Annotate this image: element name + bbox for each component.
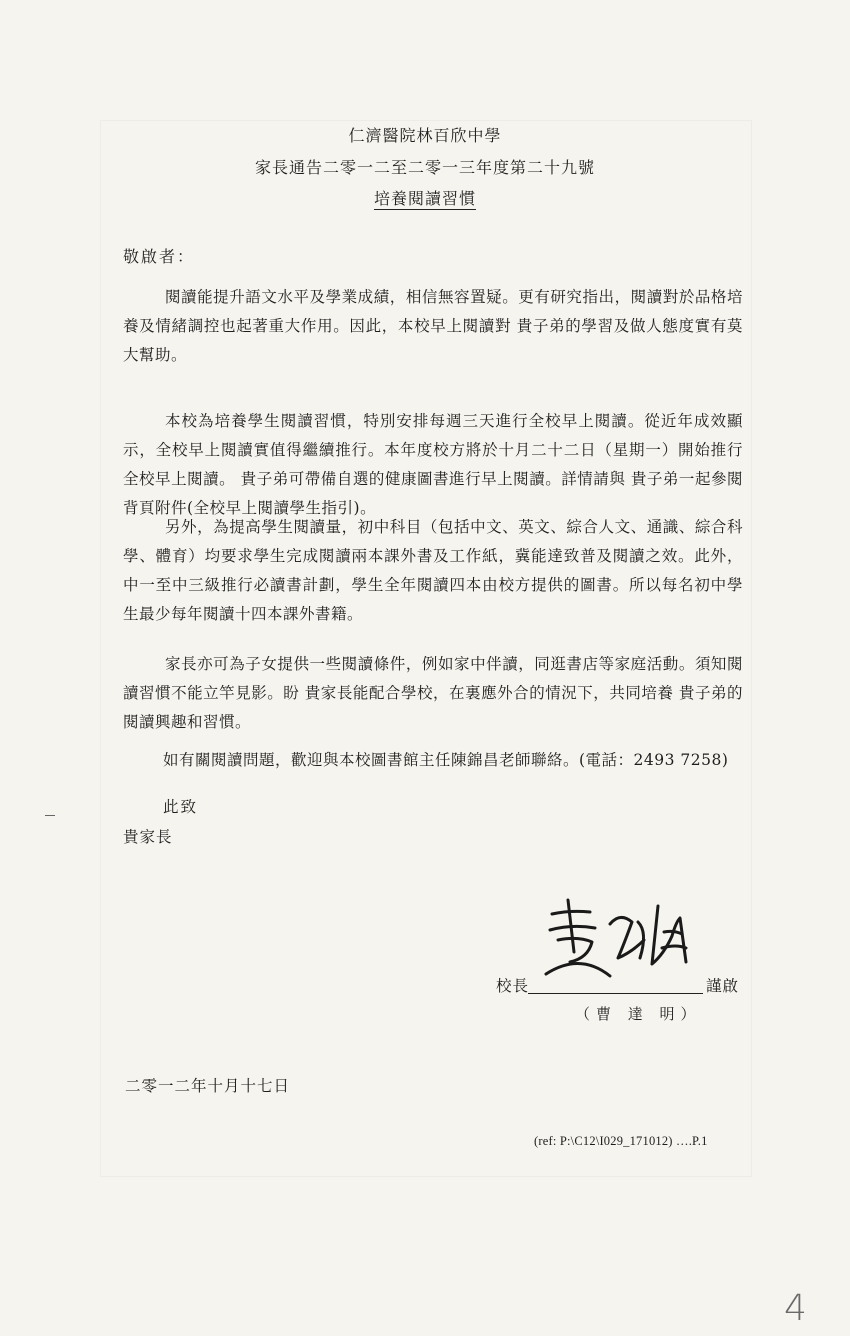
principal-name: （曹 達 明） xyxy=(575,1005,702,1023)
notice-number: 家長通告二零一二至二零一三年度第二十九號 xyxy=(254,158,595,177)
closing-line-2: 貴家長 xyxy=(123,828,173,846)
school-name: 仁濟醫院林百欣中學 xyxy=(348,126,502,145)
reference-code: (ref: P:\C12\I029_171012) ….P.1 xyxy=(534,1134,708,1148)
closing-line-1: 此致 xyxy=(163,798,199,816)
principal-signature xyxy=(540,892,720,992)
issue-date: 二零一二年十月十七日 xyxy=(125,1077,291,1095)
salutation: 敬啟者： xyxy=(123,247,196,266)
notice-subject-text: 培養閱讀習慣 xyxy=(373,189,476,208)
respect-closing: 謹啟 xyxy=(706,977,740,995)
paragraph-1: 閱讀能提升語文水平及學業成績，相信無容置疑。更有研究指出，閱讀對於品格培養及情緒調控也起著重大作用。因此，本校早上閱讀對 貴子弟的學習及做人態度實有莫大幫助。 xyxy=(123,288,743,364)
principal-label: 校長 xyxy=(496,977,530,995)
paragraph-4: 家長亦可為子女提供一些閱讀條件，例如家中伴讀，同逛書店等家庭活動。須知閱讀習慣不能立竿見影。盼 貴家長能配合學校，在裏應外合的情況下，共同培養 貴子弟的閱讀興趣和習慣。 xyxy=(123,655,743,731)
paragraph-2: 本校為培養學生閱讀習慣，特別安排每週三天進行全校早上閱讀。從近年成效顯示，全校早上閱讀實值得繼續推行。本年度校方將於十月二十二日（星期一）開始推行全校早上閱讀。 貴子弟可帶備自選的健康圖書進行早上閱讀。詳情請與 貴子弟一起參閱背頁附件(全校早上閱讀學生指引)。 xyxy=(123,412,743,517)
margin-mark xyxy=(45,815,55,816)
handwritten-page-number: 4 xyxy=(784,1288,807,1329)
signature-line xyxy=(528,993,703,994)
paragraph-3: 另外，為提高學生閱讀量，初中科目（包括中文、英文、綜合人文、通識、綜合科學、體育）均要求學生完成閱讀兩本課外書及工作紙，冀能達致普及閱讀之效。此外，中一至中三級推行必讀書計劃，學生全年閱讀四本由校方提供的圖書。所以每名初中學生最少每年閱讀十四本課外書籍。 xyxy=(123,518,743,623)
notice-subject xyxy=(0,186,850,209)
paragraph-5: 如有關閱讀問題，歡迎與本校圖書館主任陳錦昌老師聯絡。(電話：2493 7258) xyxy=(163,751,729,769)
